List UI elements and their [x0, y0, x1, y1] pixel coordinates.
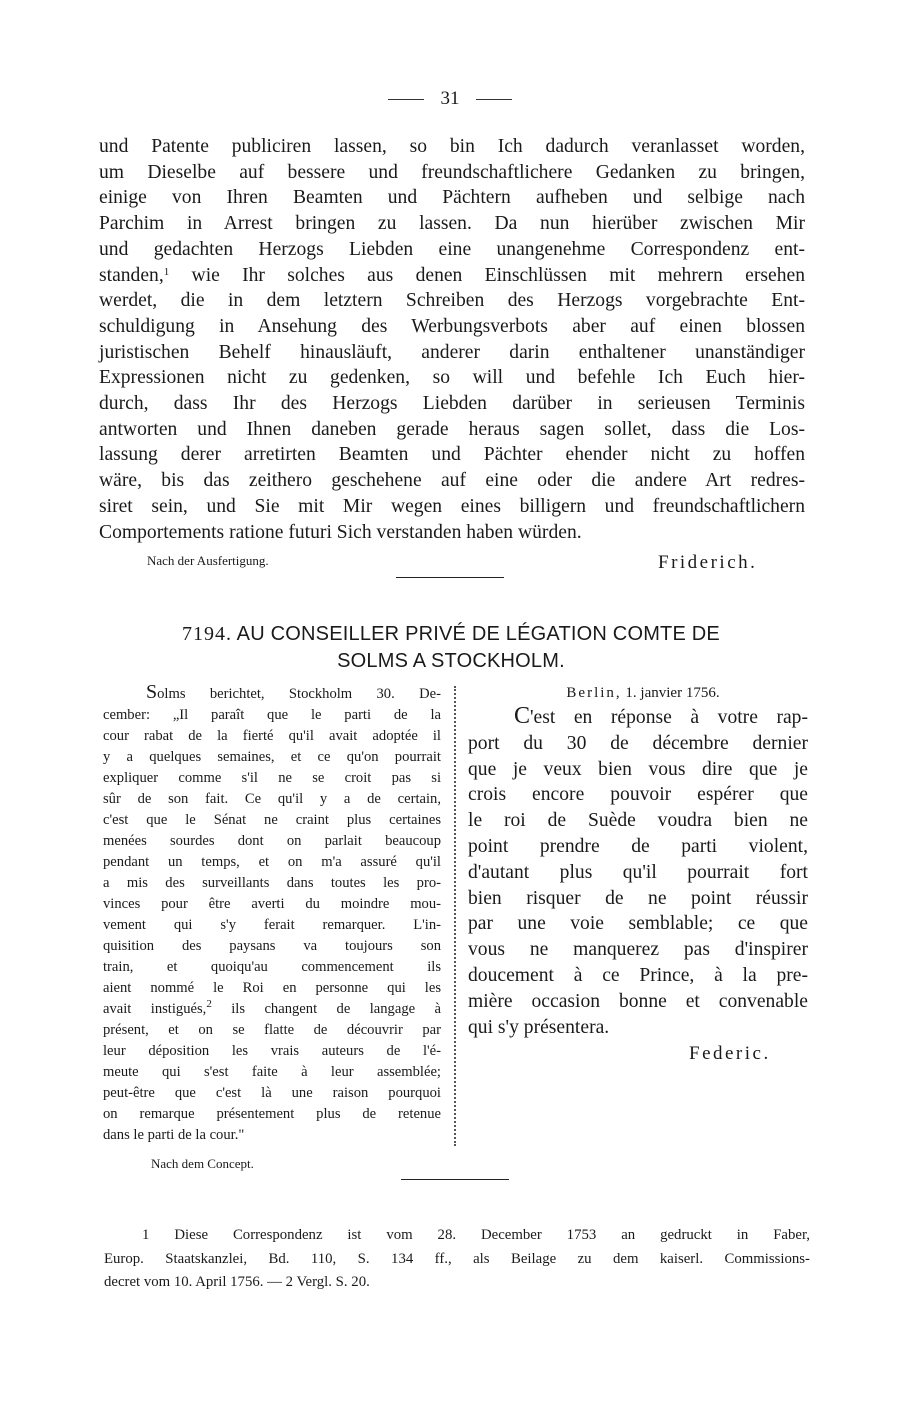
main-text-line: Comportements ratione futuri Sich verstanden haben würden.: [99, 521, 582, 543]
main-text-line: werdet, die in dem letztern Schreiben des Herzogs vorgebrachte Ent-: [99, 290, 805, 312]
main-text-line: antworten und Ihnen daneben gerade heraus sagen sollet, dass die Los-: [99, 418, 805, 440]
footnote-line: [104, 1271, 810, 1295]
summary-line: leur déposition les vrais auteurs de l'é-: [103, 1043, 441, 1059]
signature-federic: Federic.: [689, 1043, 771, 1064]
footnote-line: [104, 1224, 810, 1248]
letter-line: que je veux bien vous dire que je: [468, 758, 808, 780]
footnote-segment: decret vom 10. April 1756. —: [104, 1274, 282, 1290]
header-dash-left: [388, 99, 424, 100]
footnote-line: Europ. Staatskanzlei, Bd. 110, S. 134 ff., als Beilage zu dem kaiserl. Commissions-: [104, 1250, 810, 1267]
footnote-divider: [401, 1179, 509, 1180]
summary-line: pendant un temps, et on m'a assuré qu'il: [103, 854, 441, 870]
summary-line: train, et quoiqu'au commencement ils: [103, 959, 441, 975]
summary-line: sûr de son fait. Ce qu'il y a de certain,: [103, 791, 441, 807]
main-body-text: [99, 134, 805, 545]
header-dash-right: [476, 99, 512, 100]
letter-line: le roi de Suède voudra bien ne: [468, 810, 808, 832]
summary-line: quisition des paysans va toujours son: [103, 938, 441, 954]
page-header: [0, 88, 900, 110]
summary-line: menées sourdes dont on parlait beaucoup: [103, 833, 441, 849]
summary-line: c'est que le Sénat ne craint plus certaines: [103, 812, 441, 828]
main-text-line: durch, dass Ihr des Herzogs Liebden darüber in serieusen Terminis: [99, 393, 805, 415]
letter-line: doucement à ce Prince, à la pre-: [468, 964, 808, 986]
summary-line: aient nommé le Roi en personne qui les: [103, 980, 441, 996]
letter-line: qui s'y présentera.: [468, 1016, 610, 1038]
document-heading: [98, 621, 804, 675]
main-text-segment: standen,: [99, 264, 164, 286]
footnote-ref-2: 2: [206, 998, 212, 1010]
section-divider: [396, 577, 504, 578]
initial-letter: C: [514, 703, 531, 729]
summary-segment: ils changent de langage à: [231, 1001, 441, 1017]
footnote-ref-1: 1: [163, 265, 170, 278]
summary-line: vinces pour être averti du moindre mou-: [103, 896, 441, 912]
main-text-line: Expressionen nicht zu gedenken, so will und befehle Ich Euch hier-: [99, 367, 805, 389]
footnote-mark-1: 1: [142, 1227, 150, 1243]
main-text-segment: wie Ihr solches aus denen Einschlüssen mit mehrern ersehen: [191, 264, 805, 286]
letter-line: mière occasion bonne et convenable: [468, 990, 808, 1012]
letter-line: vous ne manquerez pas d'inspirer: [468, 939, 808, 961]
source-note-concept: Nach dem Concept.: [151, 1156, 254, 1171]
summary-segment: avait instigués,: [103, 1001, 207, 1017]
document-title-line-2: SOLMS A STOCKHOLM.: [337, 650, 565, 672]
footnote-segment: Vergl. S. 20.: [296, 1274, 370, 1290]
summary-line: meute qui s'est faite à leur assemblée;: [103, 1064, 441, 1080]
document-title-line-1: AU CONSEILLER PRIVÉ DE LÉGATION COMTE DE: [236, 623, 720, 645]
main-text-line-with-footnote: [99, 263, 805, 289]
footnote-segment: Diese Correspondenz ist vom 28. December 1753 an gedruckt in Faber,: [174, 1227, 810, 1243]
letter-line: d'autant plus qu'il pourrait fort: [468, 861, 808, 883]
summary-line: on remarque présentement plus de retenue: [103, 1106, 441, 1122]
main-text-line: um Dieselbe auf bessere und freundschaftlichere Gedanken zu bringen,: [99, 161, 805, 183]
letter-line: crois encore pouvoir espérer que: [468, 784, 808, 806]
summary-segment: olms berichtet, Stockholm 30. De-: [157, 686, 441, 702]
letter-line: par une voie semblable; ce que: [468, 913, 808, 935]
main-text-line: und gedachten Herzogs Liebden eine unangenehme Correspondenz ent-: [99, 238, 805, 260]
main-text-line: schuldigung in Ansehung des Werbungsverbots aber auf einen blossen: [99, 315, 805, 337]
main-text-line: siret sein, und Sie mit Mir wegen eines billigern und freundschaftlichern: [99, 495, 805, 517]
page-number: 31: [440, 88, 460, 109]
footnotes: [104, 1224, 810, 1295]
summary-line: peut-être que c'est là une raison pourquoi: [103, 1085, 441, 1101]
letter-line: bien risquer de ne point réussir: [468, 887, 808, 909]
summary-line: y a quelques semaines, et ce qu'on pourrait: [103, 749, 441, 765]
summary-line: expliquer comme s'il ne se croit pas si: [103, 770, 441, 786]
report-summary-column: [103, 682, 441, 1146]
summary-line: a mis des surveillants dans toutes les pro-: [103, 875, 441, 891]
summary-line: cour rabat de la fierté qu'il avait adoptée il: [103, 728, 441, 744]
summary-line: cember: „Il paraît que le parti de la: [103, 707, 441, 723]
footnote-mark-2: 2: [285, 1274, 294, 1290]
letter-column: [468, 682, 808, 1040]
document-number: 7194.: [182, 623, 233, 645]
dateline: [468, 682, 808, 704]
summary-line: [103, 682, 441, 705]
signature-friderich: Friderich.: [658, 552, 758, 573]
letter-line: point prendre de parti violent,: [468, 835, 808, 857]
letter-line: [468, 704, 808, 731]
letter-line: port du 30 de décembre dernier: [468, 732, 808, 754]
summary-line: vement qui s'y ferait remarquer. L'in-: [103, 917, 441, 933]
main-text-line: lassung derer arretirten Beamten und Pächter ehender nicht zu hoffen: [99, 444, 805, 466]
dateline-date: 1. janvier 1756.: [625, 685, 720, 701]
dateline-place: Berlin,: [566, 685, 622, 701]
summary-line-with-footnote: [103, 999, 441, 1020]
source-note-ausfertigung: Nach der Ausfertigung.: [147, 553, 269, 568]
column-divider-dotted: [454, 686, 456, 1146]
initial-letter: S: [146, 681, 158, 703]
main-text-line: Parchim in Arrest bringen zu lassen. Da nun hierüber zwischen Mir: [99, 213, 805, 235]
letter-segment: 'est en réponse à votre rap-: [530, 707, 808, 728]
main-text-line: wäre, bis das zeithero geschehene auf eine oder die andere Art redres-: [99, 470, 805, 492]
main-text-line: und Patente publiciren lassen, so bin Ich dadurch veranlasset worden,: [99, 136, 805, 157]
summary-line: présent, et on se flatte de découvrir par: [103, 1022, 441, 1038]
main-text-line: einige von Ihren Beamten und Pächtern aufheben und selbige nach: [99, 187, 805, 209]
summary-line: dans le parti de la cour.": [103, 1127, 245, 1143]
main-text-line: juristischen Behelf hinausläuft, anderer darin enthaltener unanständiger: [99, 341, 805, 363]
